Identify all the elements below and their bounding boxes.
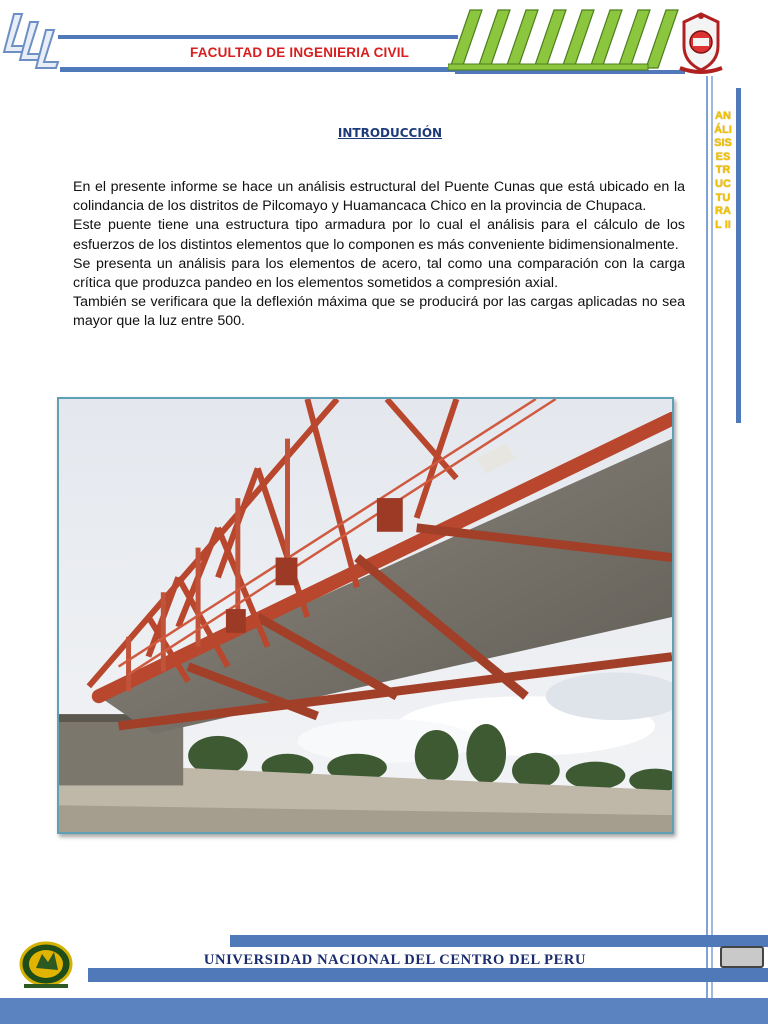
green-stripes-decoration [448, 4, 680, 72]
footer-band [0, 998, 768, 1024]
footer-badge-icon [720, 946, 764, 968]
paragraph: En el presente informe se hace un análisis estructural del Puente Cunas que está ubicado en la colindancia de los distritos de Pilcomayo y Huamancaca Chico en la provincia de Chupaca. [73, 179, 685, 215]
section-title: INTRODUCCIÓN [337, 126, 443, 140]
introduction-body [73, 178, 685, 332]
university-crest-icon [674, 10, 728, 76]
faculty-title: FACULTAD DE INGENIERIA CIVIL [190, 45, 410, 60]
university-seal-icon [18, 940, 74, 990]
university-name: UNIVERSIDAD NACIONAL DEL CENTRO DEL PERU [203, 952, 587, 968]
paragraph: Se presenta un análisis para los elementos de acero, tal como una comparación con la carga crítica que produzca pandeo en los elementos sometidos a compresión axial. [73, 255, 685, 292]
footer-rule-middle [88, 968, 768, 982]
side-rule-right [711, 76, 713, 1024]
footer-rule-top [230, 935, 768, 947]
paragraph: Este puente tiene una estructura tipo armadura por lo cual el análisis para el cálculo de los esfuerzos de los distintos elementos que lo componen es más conveniente bidimensionalmente. [73, 217, 685, 253]
course-vertical-title: ANÁLISIS ESTRUCTURAL II [714, 110, 732, 231]
side-rule-left [706, 76, 708, 1024]
bridge-photo [57, 397, 674, 834]
header-rule-bottom [60, 67, 460, 72]
paragraph: También se verificara que la deflexión máxima que se producirá por las cargas aplicadas no sea mayor que la luz entre 500. [73, 294, 685, 330]
header-rule-top [58, 35, 458, 39]
bridge-illustration [59, 399, 672, 832]
faculty-logo-icon [2, 6, 68, 74]
